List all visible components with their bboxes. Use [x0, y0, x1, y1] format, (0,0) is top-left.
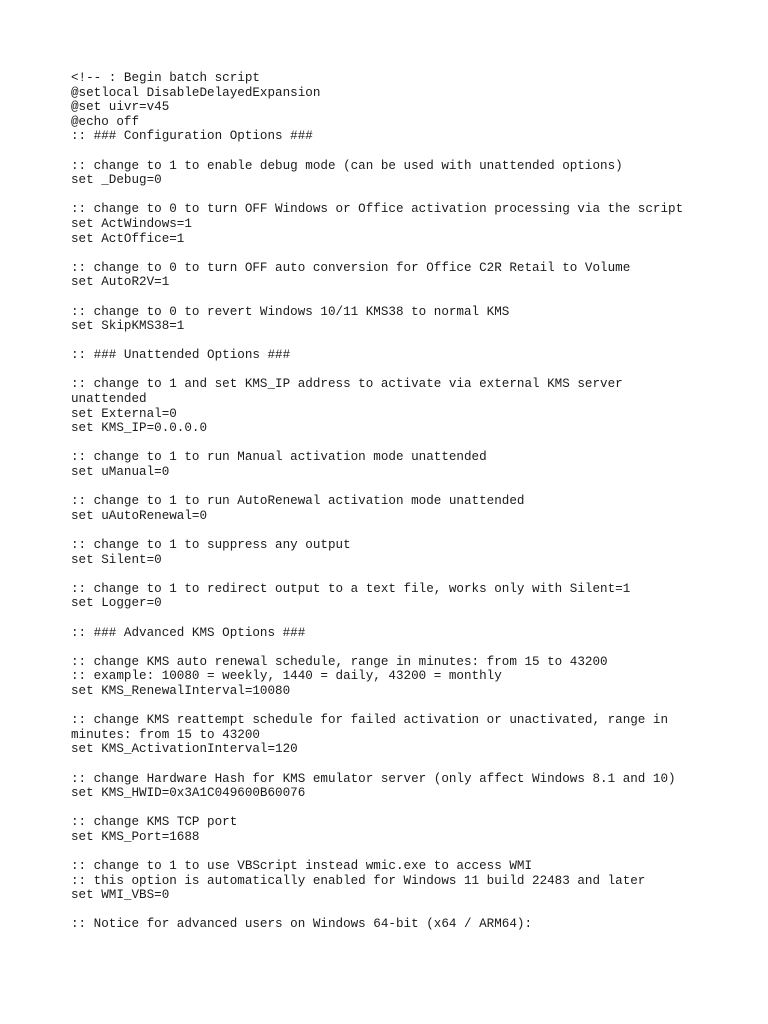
blank-line [71, 188, 751, 203]
blank-line [71, 699, 751, 714]
code-line: set KMS_Port=1688 [71, 829, 200, 844]
code-line: set Silent=0 [71, 552, 162, 567]
blank-line [71, 611, 751, 626]
blank-line [71, 480, 751, 495]
script-block [71, 71, 751, 144]
script-block [71, 859, 751, 903]
comment-line: <!-- : Begin batch script [71, 71, 260, 85]
code-line: set ActOffice=1 [71, 231, 185, 246]
blank-line [71, 640, 751, 655]
script-block [71, 305, 751, 334]
comment-line: :: change to 0 to turn OFF Windows or Office activation processing via the script [71, 202, 684, 217]
comment-line: :: change Hardware Hash for KMS emulator server (only affect Windows 8.1 and 10) [71, 771, 676, 786]
document-page [71, 71, 751, 932]
comment-line: :: change to 1 to enable debug mode (can be used with unattended options) [71, 158, 623, 173]
script-block [71, 261, 751, 290]
code-line: set _Debug=0 [71, 173, 162, 188]
comment-line: :: change KMS TCP port [71, 815, 238, 830]
code-line: set uAutoRenewal=0 [71, 508, 208, 523]
blank-line [71, 523, 751, 538]
code-line: set uManual=0 [71, 465, 170, 480]
comment-line: :: change to 0 to revert Windows 10/11 KMS38 to normal KMS [71, 304, 510, 319]
comment-line: :: change to 0 to turn OFF auto conversion for Office C2R Retail to Volume [71, 260, 631, 275]
blank-line [71, 290, 751, 305]
script-block [71, 159, 751, 188]
code-line: set ActWindows=1 [71, 216, 192, 231]
comment-line: :: change to 1 to use VBScript instead wmic.exe to access WMI [71, 859, 533, 874]
blank-line [71, 757, 751, 772]
script-block [71, 917, 751, 932]
code-line: set SkipKMS38=1 [71, 319, 185, 334]
blank-line [71, 144, 751, 159]
code-line: set Logger=0 [71, 596, 162, 611]
comment-line: :: change to 1 to run AutoRenewal activation mode unattended [71, 494, 525, 509]
blank-line [71, 844, 751, 859]
code-line: set KMS_ActivationInterval=120 [71, 742, 298, 757]
script-block [71, 626, 751, 641]
blank-line [71, 903, 751, 918]
code-line: set KMS_HWID=0x3A1C049600B60076 [71, 786, 306, 801]
code-line: set External=0 [71, 406, 177, 421]
code-line: set KMS_RenewalInterval=10080 [71, 683, 291, 698]
comment-line: :: change KMS auto renewal schedule, range in minutes: from 15 to 43200 [71, 654, 608, 669]
comment-line: :: change to 1 and set KMS_IP address to activate via external KMS server [71, 377, 623, 392]
code-line: set KMS_IP=0.0.0.0 [71, 421, 208, 436]
comment-line: :: Notice for advanced users on Windows 64-bit (x64 / ARM64): [71, 917, 533, 932]
script-block [71, 538, 751, 567]
script-block [71, 450, 751, 479]
code-line: minutes: from 15 to 43200 [71, 727, 260, 742]
script-block [71, 772, 751, 801]
code-line: unattended [71, 392, 147, 407]
script-block [71, 655, 751, 699]
comment-line: :: this option is automatically enabled for Windows 11 build 22483 and later [71, 873, 646, 888]
script-block [71, 713, 751, 757]
script-block [71, 202, 751, 246]
comment-line: :: change to 1 to redirect output to a text file, works only with Silent=1 [71, 581, 631, 596]
script-block [71, 377, 751, 435]
comment-line: :: change to 1 to suppress any output [71, 538, 351, 552]
blank-line [71, 363, 751, 378]
code-line: @setlocal DisableDelayedExpansion [71, 85, 321, 100]
blank-line [71, 567, 751, 582]
blank-line [71, 334, 751, 349]
comment-line: :: ### Configuration Options ### [71, 129, 313, 144]
comment-line: :: example: 10080 = weekly, 1440 = daily, 43200 = monthly [71, 669, 502, 684]
script-block [71, 494, 751, 523]
code-line: set AutoR2V=1 [71, 275, 170, 290]
code-line: set WMI_VBS=0 [71, 888, 170, 903]
comment-line: :: ### Advanced KMS Options ### [71, 625, 306, 640]
code-line: @set uivr=v45 [71, 100, 170, 115]
comment-line: :: change KMS reattempt schedule for failed activation or unactivated, range in [71, 713, 669, 728]
blank-line [71, 436, 751, 451]
script-block [71, 815, 751, 844]
comment-line: :: ### Unattended Options ### [71, 348, 291, 363]
code-line: @echo off [71, 114, 140, 129]
script-block [71, 582, 751, 611]
script-block [71, 348, 751, 363]
blank-line [71, 246, 751, 261]
blank-line [71, 801, 751, 816]
comment-line: :: change to 1 to run Manual activation mode unattended [71, 450, 487, 465]
